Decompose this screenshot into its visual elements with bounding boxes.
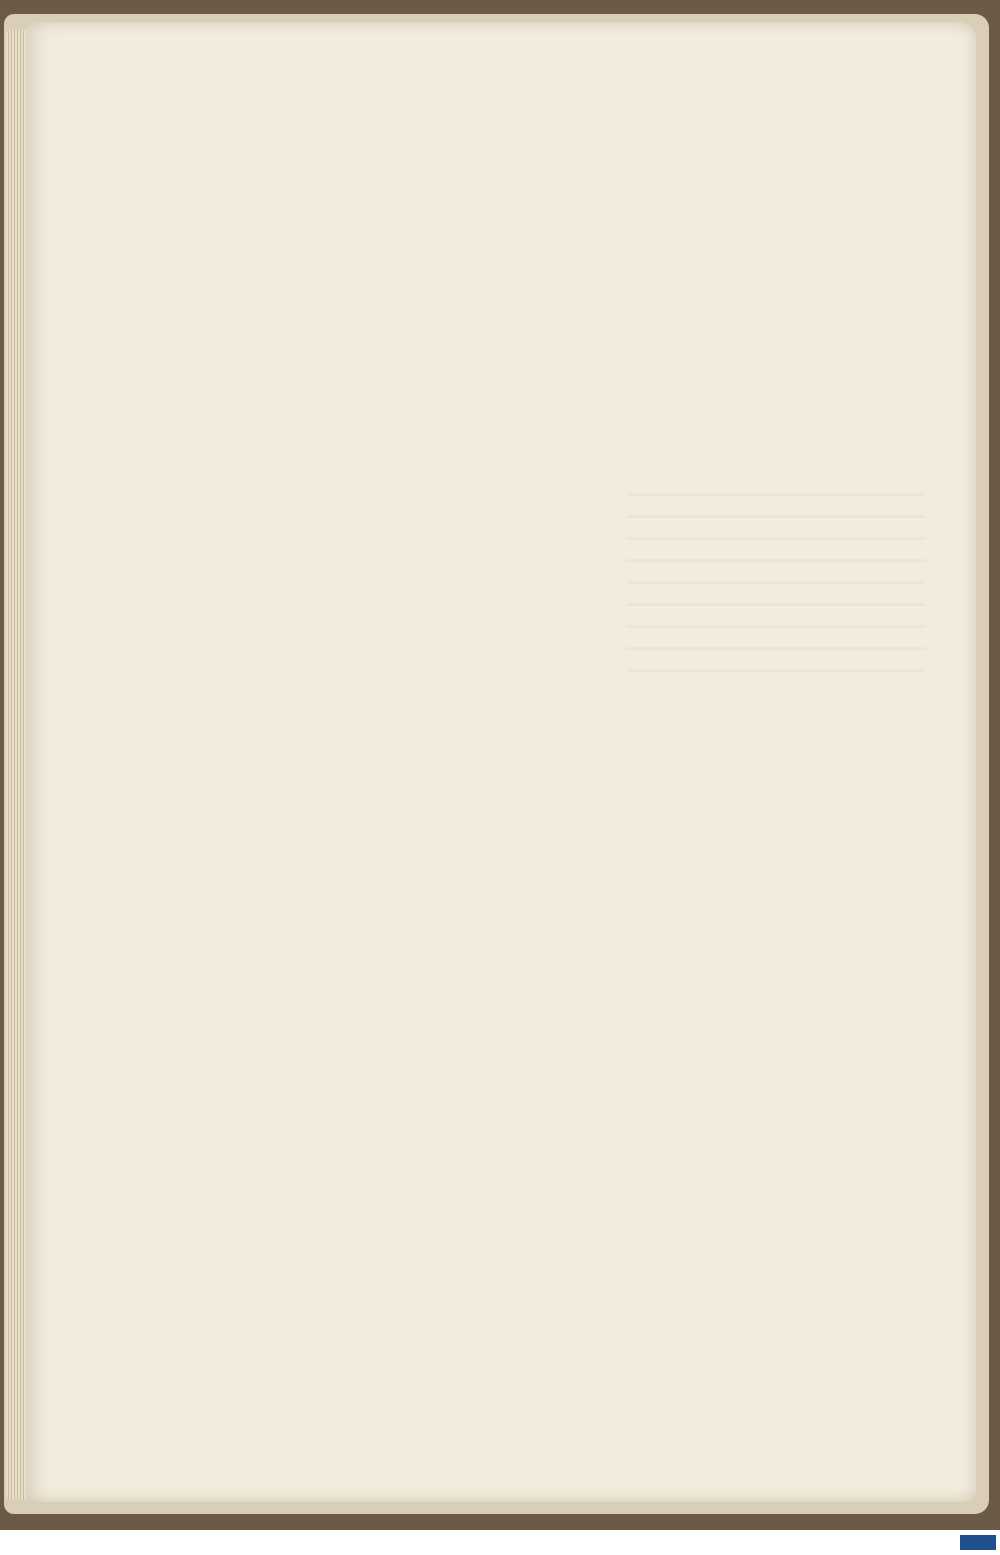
footer-bar [0, 1530, 1000, 1555]
page [26, 22, 976, 1502]
show-through-text [626, 492, 926, 672]
page-edges [6, 30, 26, 1500]
dfg-logo [960, 1535, 996, 1550]
